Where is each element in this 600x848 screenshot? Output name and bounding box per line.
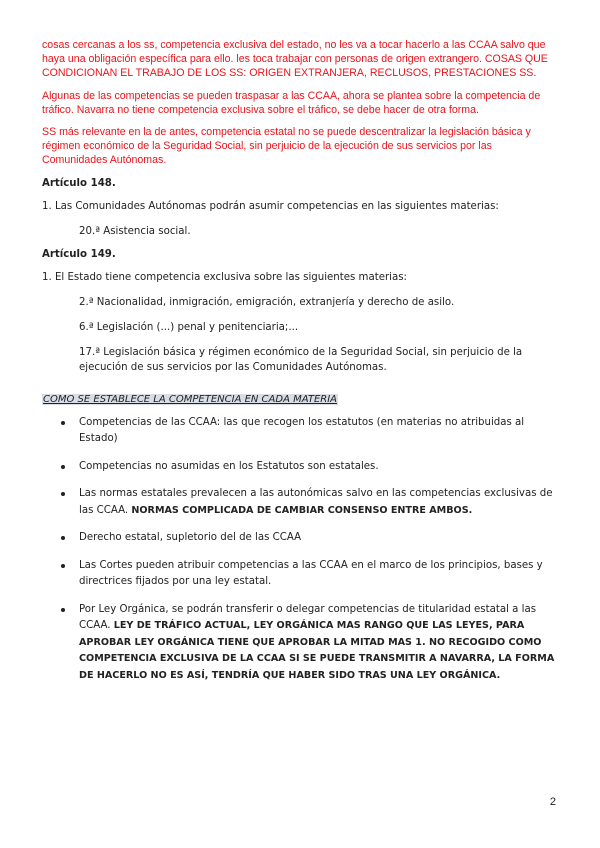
red-note: Algunas de las competencias se pueden traspasar a las CCAA, ahora se plantea sobre la competencia de tráfico. Navarra no tiene competencia exclusiva sobre el tráfico, se debe hacer de otra forma. (42, 89, 541, 116)
list-item: Las Cortes pueden atribuir competencias a las CCAA en el marco de los principios, bases y directrices fijados por una ley estatal. (42, 558, 558, 591)
document-page (42, 38, 558, 684)
article-148-intro: 1. Las Comunidades Autónomas podrán asumir competencias en las siguientes materias: (42, 200, 499, 212)
article-149-item: 2.ª Nacionalidad, inmigración, emigración, extranjería y derecho de asilo. (79, 296, 455, 308)
article-149-item: 17.ª Legislación básica y régimen económico de la Seguridad Social, sin perjuicio de la ejecución de sus servicios por las Comunidades Autónomas. (79, 346, 523, 373)
article-149-item: 6.ª Legislación (...) penal y penitenciaria;... (79, 321, 299, 333)
section-title: COMO SE ESTABLECE LA COMPETENCIA EN CADA MATERIA (43, 393, 338, 405)
article-148-heading: Artículo 148. (42, 177, 116, 189)
page-number: 2 (549, 796, 556, 808)
article-148-item: 20.ª Asistencia social. (79, 225, 191, 237)
red-note: SS más relevante en la de antes, competencia estatal no se puede descentralizar la legislación básica y régimen económico de la Seguridad Social, sin perjuicio de la ejecución de sus servicios por las Comunidades Autónomas. (42, 126, 531, 167)
list-item: Derecho estatal, supletorio del de las CCAA (42, 530, 558, 547)
list-item: Las normas estatales prevalecen a las autonómicas salvo en las competencias exclusivas de las CCAA. NORMAS COMPLICADA DE CAMBIAR CONSENSO ENTRE AMBOS. (42, 486, 558, 519)
red-note: cosas cercanas a los ss, competencia exclusiva del estado, no les va a tocar hacerlo a las CCAA salvo que haya una obligación específica para ello. les toca trabajar con personas de origen extrangero. COSAS QUE CONDICIONAN EL TRABAJO DE LOS SS: ORIGEN EXTRANJERA, RECLUSOS, PRESTACIONES SS. (42, 39, 548, 80)
bullet-list (42, 415, 558, 685)
article-149-heading: Artículo 149. (42, 248, 116, 260)
list-item: Competencias de las CCAA: las que recogen los estatutos (en materias no atribuidas al Estado) (42, 415, 558, 448)
article-149-intro: 1. El Estado tiene competencia exclusiva sobre las siguientes materias: (42, 271, 407, 283)
list-item: Por Ley Orgánica, se podrán transferir o delegar competencias de titularidad estatal a las CCAA. LEY DE TRÁFICO ACTUAL, LEY ORGÁNICA MAS RANGO QUE LAS LEYES, PARA APROBAR LEY ORGÁNICA TIENE QUE APROBAR LA MITAD MAS 1. NO RECOGIDO COMO COMPETENCIA EXCLUSIVA DE LA CCAA SI SE PUEDE TRANSMITIR A NAVARRA, LA FORMA DE HACERLO NO ES ASÍ, TENDRÍA QUE HABER SIDO TRAS UNA LEY ORGÁNICA. (42, 602, 558, 685)
list-item: Competencias no asumidas en los Estatutos son estatales. (42, 459, 558, 476)
